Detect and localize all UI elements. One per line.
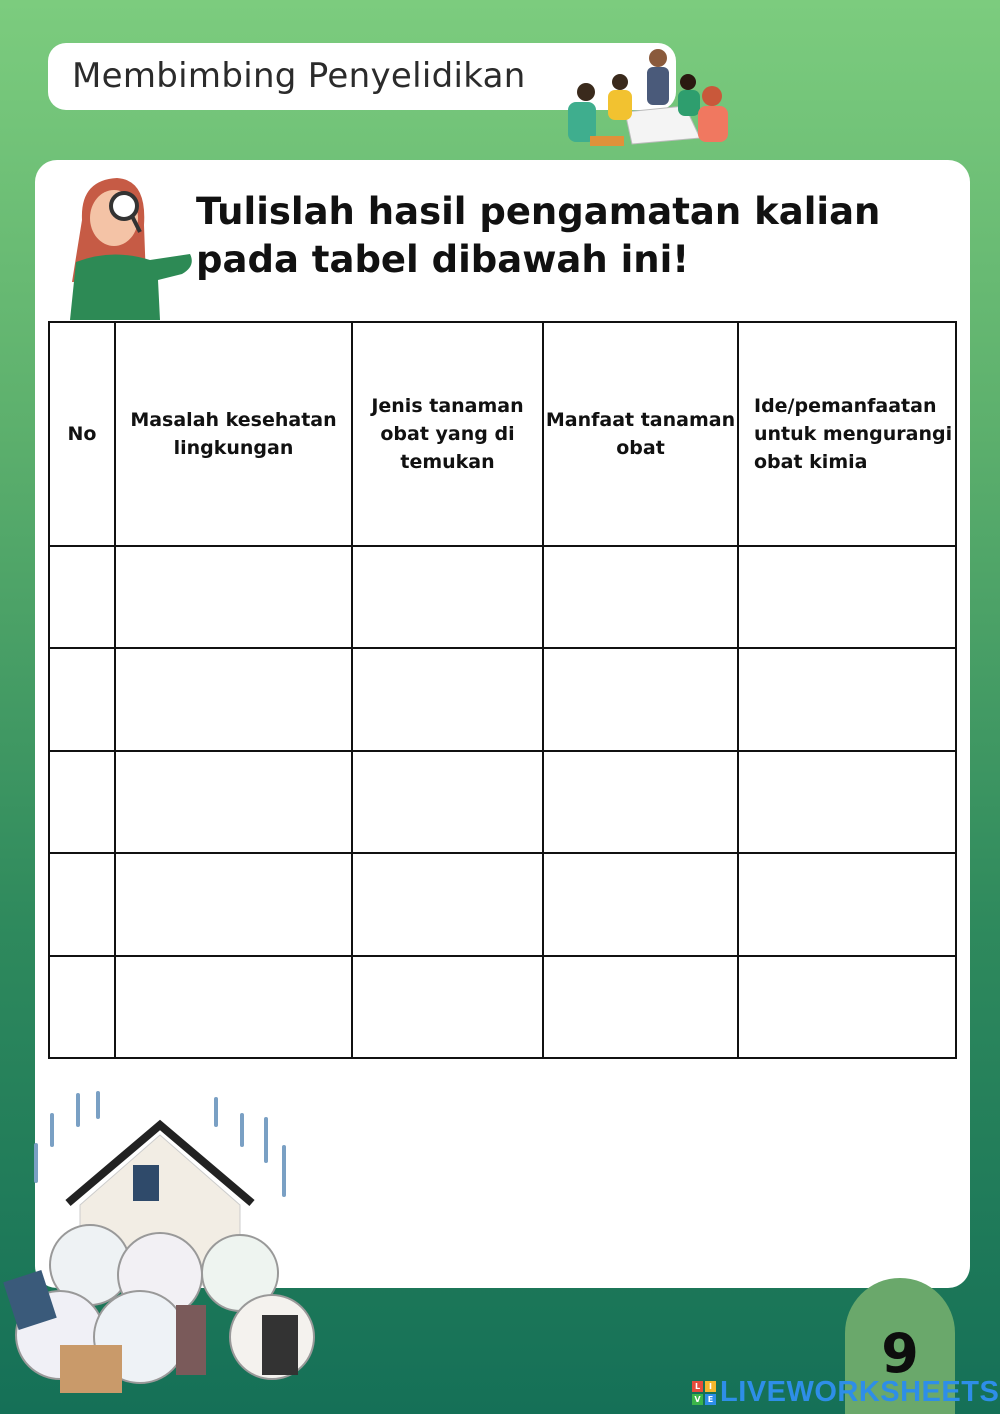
observation-table: [48, 321, 957, 1059]
house-garbage-illustration: [0, 1085, 330, 1414]
column-header-ide: Ide/pemanfaatan untuk mengurangi obat kimia: [738, 322, 956, 546]
logo-text: LIVEWORKSHEETS: [720, 1376, 1000, 1408]
page-number: 9: [881, 1322, 919, 1385]
logo-letter: L: [692, 1381, 703, 1392]
table-cell[interactable]: [352, 648, 543, 750]
table-cell[interactable]: [115, 648, 352, 750]
logo-letter: V: [692, 1394, 703, 1405]
column-header-no: No: [49, 322, 115, 546]
table-cell[interactable]: [49, 853, 115, 955]
table-cell[interactable]: [352, 853, 543, 955]
students-group-illustration: [560, 40, 740, 155]
table-row: [49, 853, 956, 955]
table-cell[interactable]: [352, 956, 543, 1058]
table-cell[interactable]: [115, 853, 352, 955]
table-cell[interactable]: [352, 546, 543, 648]
table-cell[interactable]: [49, 648, 115, 750]
table-cell[interactable]: [543, 751, 738, 853]
column-header-manfaat: Manfaat tanaman obat: [543, 322, 738, 546]
table-cell[interactable]: [352, 751, 543, 853]
table-row: [49, 751, 956, 853]
table-row: [49, 546, 956, 648]
table-row: [49, 648, 956, 750]
table-cell[interactable]: [738, 853, 956, 955]
table-cell[interactable]: [738, 648, 956, 750]
table-cell[interactable]: [115, 956, 352, 1058]
girl-magnifier-illustration: [62, 170, 194, 320]
logo-squares-icon: [692, 1381, 716, 1405]
table-cell[interactable]: [49, 956, 115, 1058]
table-header-row: [49, 322, 956, 546]
column-header-masalah: Masalah kesehatan lingkungan: [115, 322, 352, 546]
table-cell[interactable]: [115, 546, 352, 648]
table-cell[interactable]: [115, 751, 352, 853]
liveworksheets-logo[interactable]: [692, 1376, 999, 1409]
table-cell[interactable]: [543, 546, 738, 648]
instruction-heading: Tulislah hasil pengamatan kalian pada tabel dibawah ini!: [196, 190, 881, 281]
column-header-jenis: Jenis tanaman obat yang di temukan: [352, 322, 543, 546]
table-cell[interactable]: [49, 546, 115, 648]
table-cell[interactable]: [543, 956, 738, 1058]
table-cell[interactable]: [738, 956, 956, 1058]
table-cell[interactable]: [738, 546, 956, 648]
table-cell[interactable]: [49, 751, 115, 853]
logo-letter: E: [705, 1394, 716, 1405]
table-row: [49, 956, 956, 1058]
table-cell[interactable]: [543, 648, 738, 750]
page-section-title: Membimbing Penyelidikan: [72, 56, 526, 96]
logo-letter: I: [705, 1381, 716, 1392]
table-cell[interactable]: [738, 751, 956, 853]
table-cell[interactable]: [543, 853, 738, 955]
